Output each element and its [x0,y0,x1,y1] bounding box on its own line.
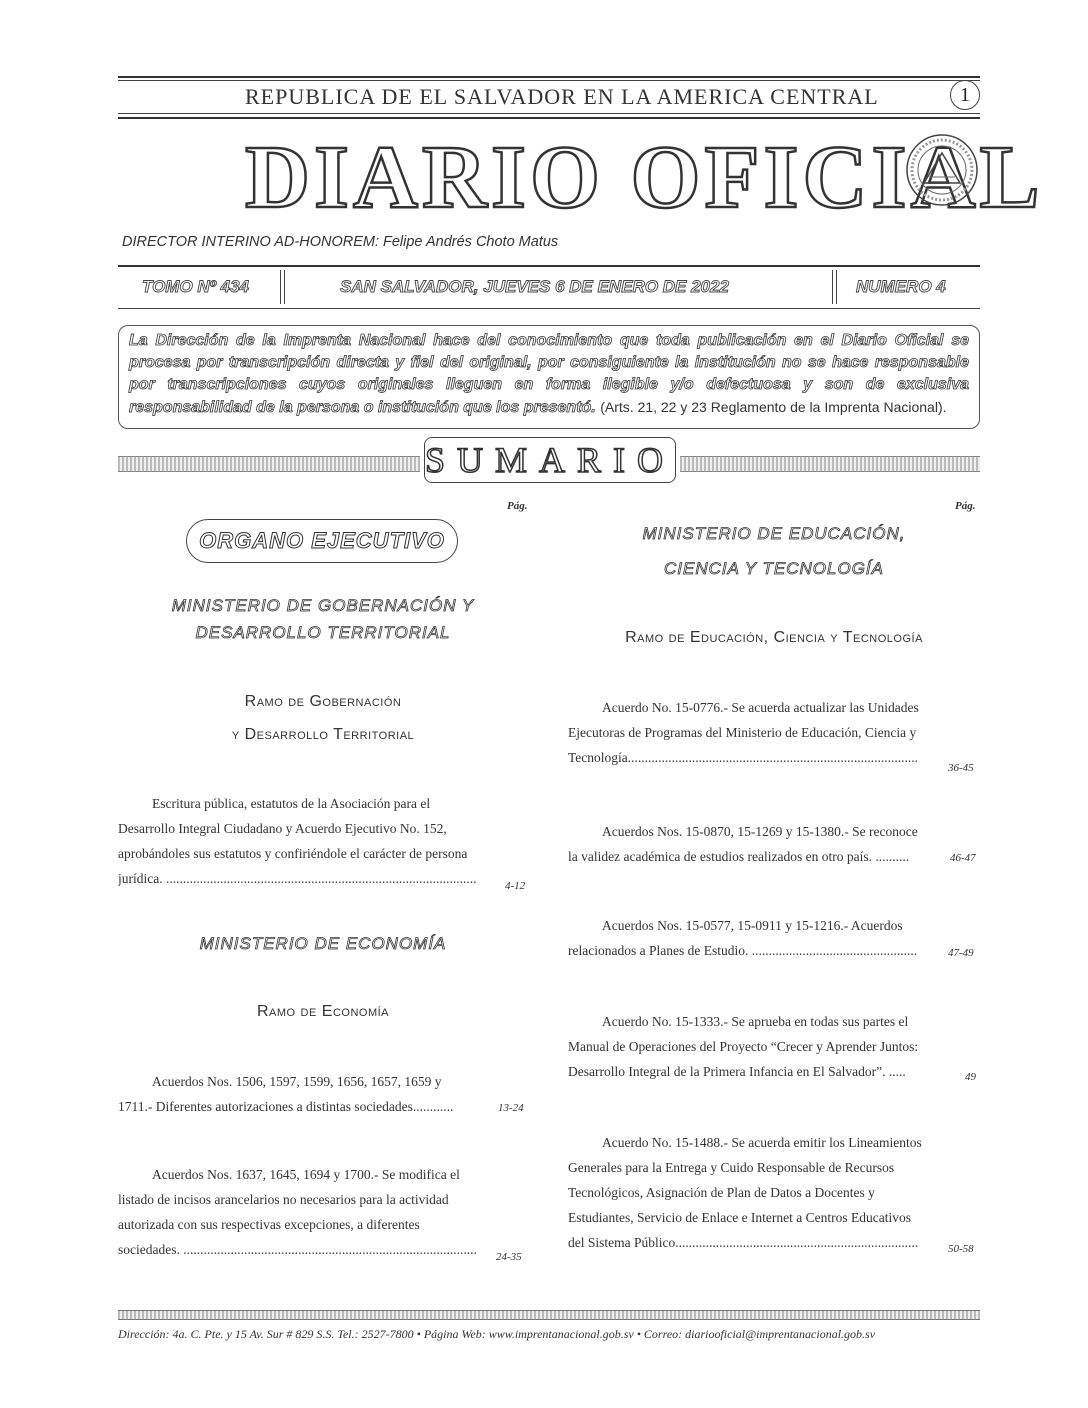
sumario-stripe-left [118,456,420,472]
issue-bar-bottom-rule [118,308,980,309]
ministry-gobernacion-line1: MINISTERIO DE GOBERNACIÓN Y [171,596,475,615]
entry-line: Acuerdos Nos. 1637, 1645, 1694 y 1700.- Se modifica el [152,1167,460,1182]
header-top-rule [118,76,980,78]
sumario-stripe-right [680,456,980,472]
sumario-title: SUMARIO [424,437,676,483]
entry-line: Tecnología...................................................................................... [568,750,919,765]
entry-line: Acuerdos Nos. 15-0870, 15-1269 y 15-1380.- Se reconoce [602,824,918,839]
ramo-educacion: Ramo de Educación, Ciencia y Tecnología [625,629,923,646]
entry-line: jurídica. ............................................................................................ [118,871,477,886]
entry-line: Manual de Operaciones del Proyecto “Crecer y Aprender Juntos: [568,1039,919,1054]
entry-pages: 49 [965,1071,976,1083]
masthead-title: DIARIO OFICIAL [245,128,1044,227]
entry-planes-estudio [568,913,938,963]
pag-label-left: Pág. [507,500,528,512]
pag-label-right: Pág. [955,500,976,512]
issue-bar-top-rule [118,265,980,267]
notice-text: La Dirección de la Imprenta Nacional hace del conocimiento que toda publicación en el Diario Oficial se procesa por transcripción directa y fiel del original, por consiguiente la institución no se hace responsable por transcripciones cuyos originales lleguen en forma ilegible y/o defectuosa y son de exclusiva responsabilidad de la persona o institución que los presentó. [129,332,969,416]
country-header: REPUBLICA DE EL SALVADOR EN LA AMERICA CENTRAL [245,84,879,109]
issue-bar [118,268,980,308]
entry-validez-academica [568,819,938,869]
entry-pages: 46-47 [950,852,976,864]
entry-economia-incisos [118,1162,484,1262]
footer-stripe [118,1310,980,1320]
tomo-label: TOMO Nº 434 [142,277,249,296]
entry-line: Generales para la Entrega y Cuido Responsable de Recursos [568,1160,895,1175]
entry-line: Acuerdos Nos. 15-0577, 15-0911 y 15-1216.- Acuerdos [602,918,903,933]
entry-line: Acuerdo No. 15-0776.- Se acuerda actualizar las Unidades [602,700,919,715]
entry-line: Ejecutoras de Programas del Ministerio de Educación, Ciencia y [568,725,917,740]
issue-divider [832,270,833,304]
entry-economia-autorizaciones [118,1069,484,1119]
ministry-economia: MINISTERIO DE ECONOMÍA [199,934,447,953]
issue-divider [284,270,285,304]
entry-line: Acuerdo No. 15-1333.- Se aprueba en todas sus partes el [602,1014,909,1029]
entry-manual-operaciones [568,1009,938,1084]
entry-line: Estudiantes, Servicio de Enlace e Internet a Centros Educativos [568,1210,912,1225]
ramo-gobernacion-line2: y Desarrollo Territorial [231,726,415,743]
entry-pages: 36-45 [948,762,974,774]
director-line: DIRECTOR INTERINO AD-HONOREM: Felipe Andrés Choto Matus [122,234,559,250]
issue-divider [836,270,837,304]
ramo-economia: Ramo de Economía [256,1003,389,1020]
entry-asociacion [118,791,484,891]
footer-contact: Dirección: 4a. C. Pte. y 15 Av. Sur # 829 S.S. Tel.: 2527-7800 • Página Web: www.imprentanacional.gob.sv • Correo: diariooficial@imprentanacional.gob.sv [118,1327,876,1341]
entry-pages: 50-58 [948,1243,974,1255]
entry-line: listado de incisos arancelarios no necesarios para la actividad [118,1192,449,1207]
place-date: SAN SALVADOR, JUEVES 6 DE ENERO DE 2022 [340,277,729,296]
entry-pages: 24-35 [496,1251,522,1263]
entry-line: Tecnológicos, Asignación de Plan de Datos a Docentes y [568,1185,875,1200]
organo-ejecutivo-title: ORGANO EJECUTIVO [186,519,458,563]
header-top-rule-2 [118,80,980,81]
entry-line: Acuerdo No. 15-1488.- Se acuerda emitir los Lineamientos [602,1135,922,1150]
ministry-gobernacion-line2: DESARROLLO TERRITORIAL [195,623,451,642]
ministry-educacion-line2: CIENCIA Y TECNOLOGÍA [664,559,884,578]
notice-box [118,325,980,429]
header-rule-below-country [118,113,980,114]
entry-pages: 47-49 [948,947,974,959]
national-seal-icon [905,133,979,207]
page-number: 1 [950,80,980,110]
entry-lineamientos [568,1130,938,1255]
entry-line: Acuerdos Nos. 1506, 1597, 1599, 1656, 1657, 1659 y [152,1074,442,1089]
entry-pages: 13-24 [498,1102,524,1114]
entry-line: Desarrollo Integral Ciudadano y Acuerdo Ejecutivo No. 152, [118,821,447,836]
entry-line: aprobándoles sus estatutos y confiriéndole el carácter de persona [118,846,468,861]
ministry-educacion-line1: MINISTERIO DE EDUCACIÓN, [642,524,906,543]
entry-line: del Sistema Público........................................................................ [568,1235,919,1250]
entry-pages: 4-12 [505,880,526,892]
notice-reference: (Arts. 21, 22 y 23 Reglamento de la Imprenta Nacional). [600,399,947,415]
ramo-gobernacion-line1: Ramo de Gobernación [244,693,402,710]
entry-line: 1711.- Diferentes autorizaciones a distintas sociedades............ [118,1099,454,1114]
entry-line: la validez académica de estudios realizados en otro país. .......... [568,849,910,864]
entry-line: Desarrollo Integral de la Primera Infancia en El Salvador”. ..... [568,1064,906,1079]
entry-line: Escritura pública, estatutos de la Asociación para el [152,796,431,811]
numero-label: NUMERO 4 [856,277,946,296]
header-rule-below-country-2 [118,117,980,119]
issue-divider [280,270,281,304]
entry-line: sociedades. ....................................................................................... [118,1242,477,1257]
entry-line: relacionados a Planes de Estudio. ................................................. [568,943,918,958]
entry-unidades-ejecutoras [568,695,938,770]
entry-line: autorizada con sus respectivas excepciones, a diferentes [118,1217,420,1232]
